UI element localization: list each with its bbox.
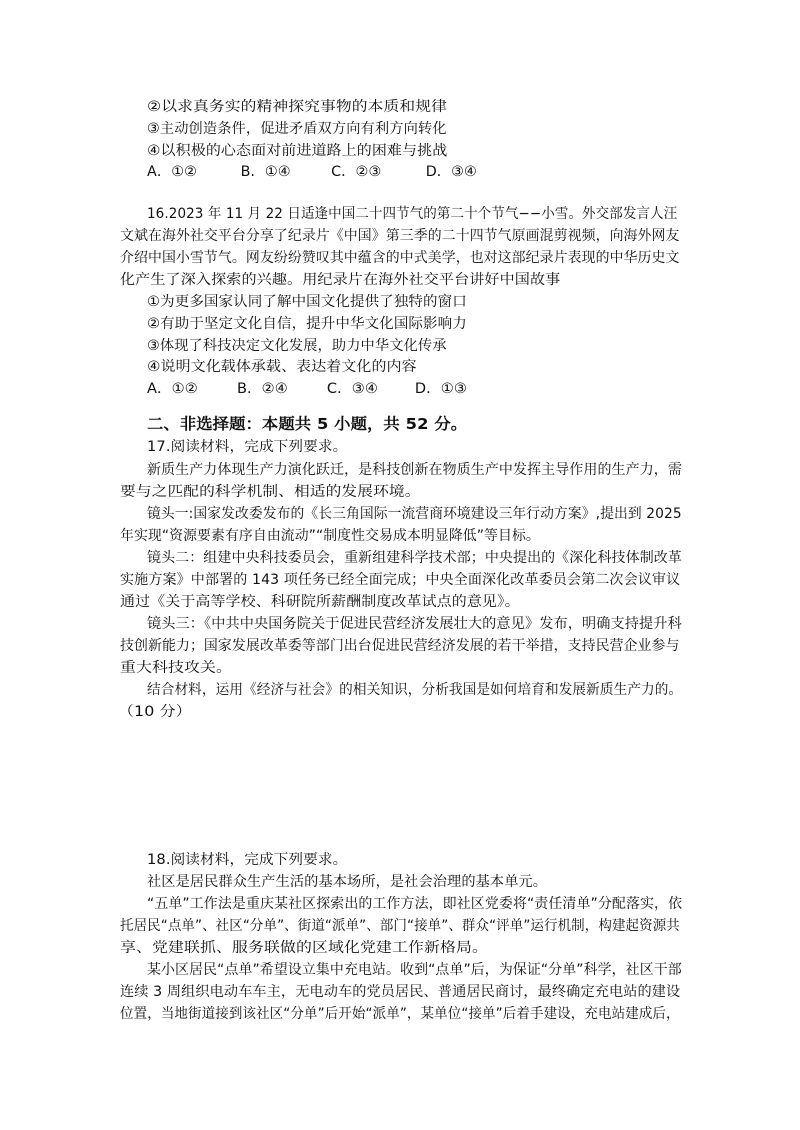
q16-item-1: ①为更多国家认同了解中国文化提供了独特的窗口 — [147, 294, 467, 310]
q16-item-2: ②有助于坚定文化自信，提升中华文化国际影响力 — [147, 316, 467, 332]
q17-title: 17.阅读材料，完成下列要求。 — [147, 439, 348, 455]
q16-options — [147, 379, 467, 399]
q17-points: （10 分） — [118, 704, 192, 720]
q16-item-4: ④说明文化载体承载、表达着文化的内容 — [147, 359, 417, 375]
q18-line: 某小区居民“点单”希望设立集中充电站。收到“点单”后，为保证“分单”科学，社区干部 — [147, 962, 682, 978]
q16-stem-line-2: 文斌在海外社交平台分享了纪录片《中国》第三季的二十四节气原画混剪视频，向海外网友 — [120, 228, 680, 244]
q16-stem-line-4: 化产生了深入探索的兴趣。用纪录片在海外社交平台讲好中国故事 — [120, 272, 561, 288]
q16-option-d: D．①③ — [414, 381, 467, 397]
q15-item-2: ②以求真务实的精神探究事物的本质和规律 — [147, 99, 447, 115]
q18-line: 社区是居民群众生产生活的基本场所，是社会治理的基本单元。 — [147, 874, 548, 890]
q17-line: 技创新能力；国家发展改革委等部门出台促进民营经济发展的若干举措，支持民营企业参与 — [120, 638, 680, 654]
q18-line: 位置，当地街道接到该社区“分单”后开始“派单”，某单位“接单”后着手建设，充电站建成后， — [120, 1006, 680, 1022]
q18-line: “五单”工作法是重庆某社区探索出的工作方法，即社区党委将“责任清单”分配落实，依 — [147, 896, 683, 912]
q15-item-3: ③主动创造条件，促进矛盾双方向有利方向转化 — [147, 121, 447, 137]
q18-title: 18.阅读材料，完成下列要求。 — [147, 852, 348, 868]
q17-line: 实施方案》中部署的 143 项任务已经全面完成；中央全面深化改革委员会第二次会议审议 — [120, 572, 681, 588]
q17-line: 通过《关于高等学校、科研院所薪酬制度改革试点的意见》。 — [120, 594, 520, 610]
q15-option-b: B．①④ — [240, 164, 291, 180]
q15-option-c: C．②③ — [331, 164, 382, 180]
q15-item-4: ④以积极的心态面对前进道路上的困难与挑战 — [147, 143, 448, 159]
q16-stem-line-1: 16.2023 年 11 月 22 日适逢中国二十四节气的第二十个节气−−小雪。外交部发言人汪 — [147, 206, 678, 222]
q17-line: 新质生产力体现生产力演化跃迁，是科技创新在物质生产中发挥主导作用的生产力，需 — [147, 462, 682, 478]
q18-line: 享、党建联抓、服务联做的区域化党建工作新格局。 — [120, 940, 489, 956]
q17-line: 镜头三：《中共中央国务院关于促进民营经济发展壮大的意见》发布，明确支持提升科 — [147, 616, 682, 632]
q15-option-d: D．③④ — [425, 164, 477, 180]
q18-line: 托居民“点单”、社区“分单”、街道“派单”、部门“接单”、群众“评单”运行机制，构建起资源共 — [120, 918, 680, 934]
q16-option-b: B．②④ — [236, 381, 288, 397]
q16-option-a: A．①② — [147, 381, 198, 397]
q17-line: 要与之匹配的科学机制、相适的发展环境。 — [120, 484, 421, 500]
q16-option-c: C．③④ — [326, 381, 378, 397]
q16-item-3: ③体现了科技决定文化发展，助力中华文化传承 — [147, 338, 447, 354]
section-heading: 二、非选择题：本题共 5 小题，共 52 分。 — [147, 415, 468, 433]
q17-line: 镜头一:国家发改委发布的《长三角国际一流营商环境建设三年行动方案》,提出到 2025 — [147, 506, 682, 522]
q17-line: 年实现“资源要素有序自由流动”“制度性交易成本明显降低”等目标。 — [120, 528, 540, 544]
q17-line: 镜头二：组建中央科技委员会，重新组建科学技术部；中央提出的《深化科技体制改革 — [147, 550, 682, 566]
q17-line: 重大科技攻关。 — [120, 660, 233, 676]
q15-option-a: A．①② — [147, 164, 198, 180]
q15-options — [147, 162, 477, 182]
q18-line: 连续 3 周组织电动车车主，无电动车的党员居民、普通居民商讨，最终确定充电站的建设 — [120, 984, 681, 1000]
q16-stem-line-3: 介绍中国小雪节气。网友纷纷赞叹其中蕴含的中式美学，也对这部纪录片表现的中华历史文 — [120, 250, 680, 266]
q17-instruction: 结合材料，运用《经济与社会》的相关知识，分析我国是如何培育和发展新质生产力的。 — [147, 682, 683, 698]
